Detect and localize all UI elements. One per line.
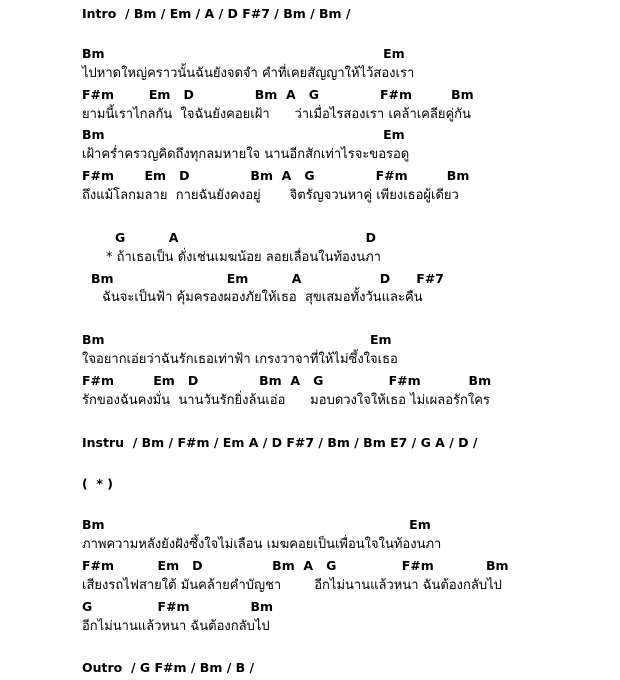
verse1-lyric-1: ไปหาดใหญ่คราวนั้นฉันยังจดจำ คำที่เคยสัญญาให้ไว้สองเรา: [82, 66, 415, 81]
verse1-chords-1: Bm Em: [82, 46, 405, 61]
chorus-lyric-1: * ถ้าเธอเป็น ดั่งเช่นเมฆน้อย ลอยเลื่อนในท้องนภา: [106, 250, 381, 265]
intro-line: Intro / Bm / Em / A / D F#7 / Bm / Bm /: [82, 6, 351, 21]
outro-line: Outro / G F#m / Bm / B /: [82, 660, 255, 675]
instru-line: Instru / Bm / F#m / Em A / D F#7 / Bm / Bm E7 / G A / D /: [82, 435, 478, 450]
verse2-chords-1: Bm Em: [82, 332, 392, 347]
verse3-chords-1: Bm Em: [82, 517, 431, 532]
verse1-lyric-3: เฝ้าคร่ำครวญคิดถึงทุกลมหายใจ นานอีกสักเท่าไรจะขอรอดู: [82, 147, 410, 162]
chorus-lyric-2: ฉันจะเป็นฟ้า คุ้มครองผองภัยให้เธอ สุขเสมอทั้งวันและคืน: [102, 290, 423, 305]
verse1-lyric-2: ยามนี้เราไกลกัน ใจฉันยังคอยเฝ้า ว่าเมื่อไรสองเรา เคล้าเคลียคู่กัน: [82, 107, 471, 122]
verse2-chords-2: F#m Em D Bm A G F#m Bm: [82, 373, 492, 388]
chorus-chords-2: Bm Em A D F#7: [91, 271, 444, 286]
repeat-marker: ( * ): [82, 476, 114, 491]
verse3-chords-2: F#m Em D Bm A G F#m Bm: [82, 558, 509, 573]
verse3-lyric-2: เสียงรถไฟสายใต้ มันคล้ายคำบัญชา อีกไม่นานแล้วหนา ฉันต้องกลับไป: [82, 578, 502, 593]
verse1-chords-3: Bm Em: [82, 127, 405, 142]
verse1-lyric-4: ถึงแม้โลกมลาย กายฉันยังคงอยู่ จิตรัญจวนหาคู่ เพียงเธอผู้เดียว: [82, 188, 459, 203]
verse1-chords-2: F#m Em D Bm A G F#m Bm: [82, 87, 474, 102]
verse3-chords-3: G F#m Bm: [82, 599, 274, 614]
verse1-chords-4: F#m Em D Bm A G F#m Bm: [82, 168, 470, 183]
verse3-lyric-3: อีกไม่นานแล้วหนา ฉันต้องกลับไป: [82, 619, 270, 634]
verse2-lyric-1: ใจอยากเอ่ยว่าฉันรักเธอเท่าฟ้า เกรงวาจาที่ให้ไม่ซึ้งใจเธอ: [82, 352, 398, 367]
verse2-lyric-2: รักของฉันคงมั่น นานวันรักยิ่งล้นเอ่อ มอบดวงใจให้เธอ ไม่เผลอรักใคร: [82, 393, 490, 408]
verse3-lyric-1: ภาพความหลังยังฝังซึ้งใจไม่เลือน เมฆคอยเป็นเพื่อนใจในท้องนภา: [82, 537, 442, 552]
chorus-chords-1: G A D: [115, 230, 376, 245]
